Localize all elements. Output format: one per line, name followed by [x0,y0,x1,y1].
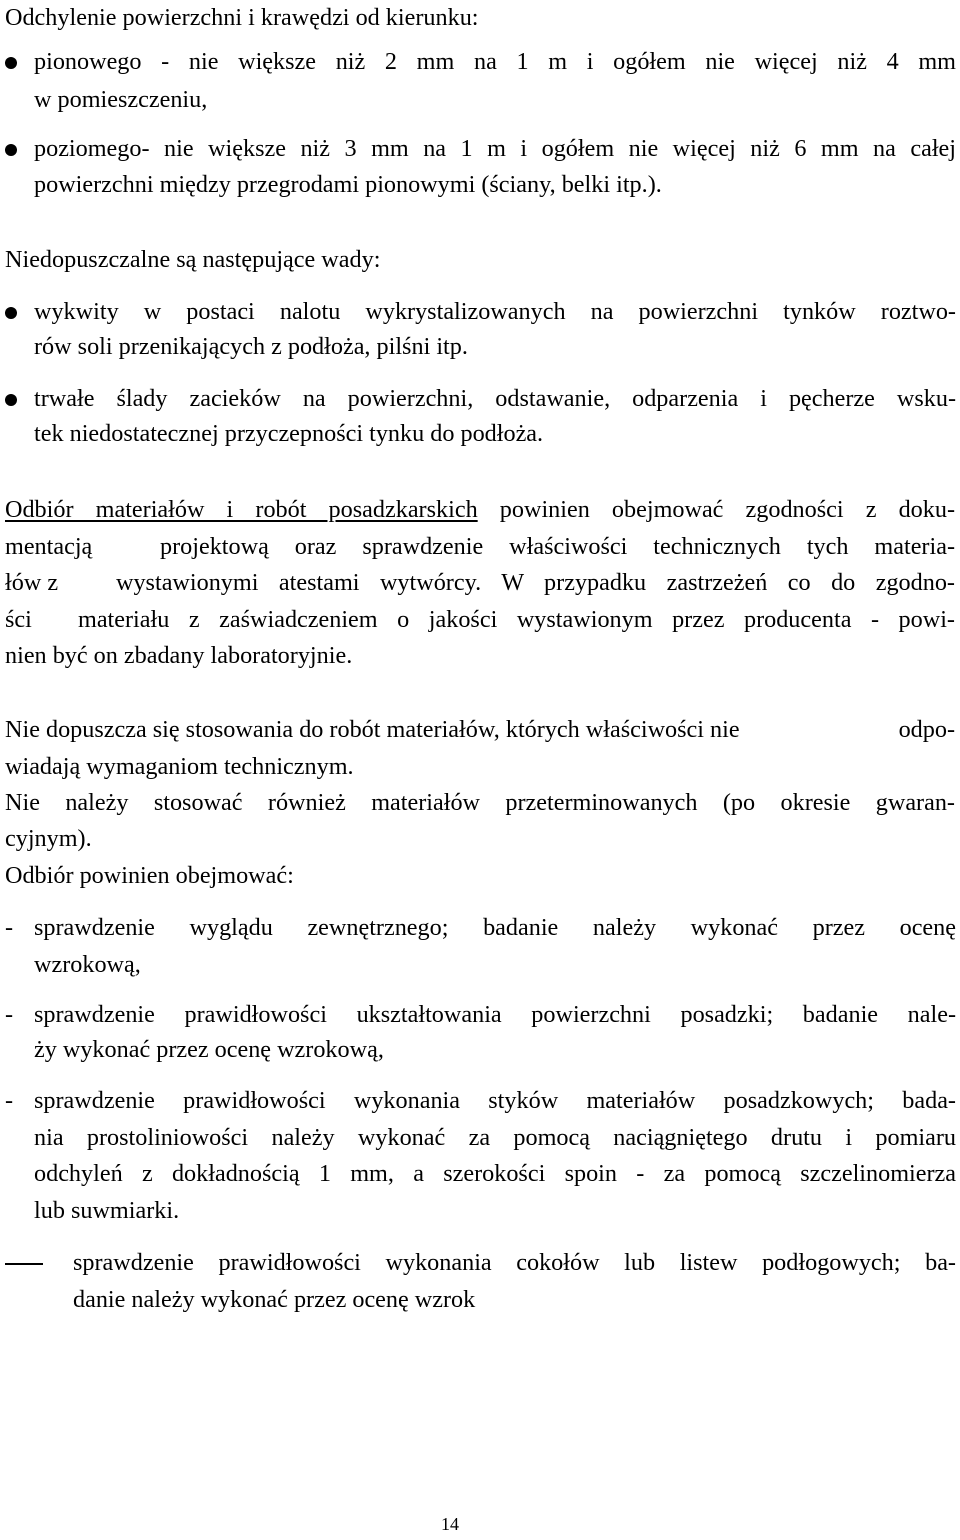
dash-icon [5,1263,43,1265]
underlined-title: Odbiór materiałów i robót posadzkarskich [5,496,478,523]
bullet-icon [5,307,17,319]
list-item-line: pionowego - nie większe niż 2 mm na 1 m i ogółem nie więcej niż 4 mm [34,48,956,75]
list-item-line: sprawdzenie prawidłowości wykonania styków materiałów posadzkowych; bada- [34,1087,956,1114]
paragraph-line [5,492,955,528]
paragraph-text: mentacją [5,533,93,560]
bullet-icon [5,57,17,69]
list-item-line: tek niedostatecznej przyczepności tynku do podłoża. [34,420,544,447]
dash-marker: - [5,1001,14,1028]
bullet-icon [5,144,17,156]
paragraph-text: wystawionymi atestami wytwórcy. W przypadku zastrzeżeń co do zgodno- [116,569,955,596]
paragraph-text: powinien obejmować zgodności z doku- [477,496,955,523]
list-item-line: sprawdzenie prawidłowości ukształtowania powierzchni posadzki; badanie nale- [34,1001,956,1028]
paragraph-text: łów z [5,569,59,596]
list-item-line: trwałe ślady zacieków na powierzchni, odstawanie, odparzenia i pęcherze wsku- [34,385,956,412]
list-item-line: sprawdzenie wyglądu zewnętrznego; badanie należy wykonać przez ocenę [34,914,956,941]
heading-defects: Niedopuszczalne są następujące wady: [5,246,381,273]
paragraph-text: odpo- [898,716,955,743]
list-item-line: rów soli przenikających z podłoża, pilśni itp. [34,333,468,360]
heading-acceptance: Odbiór powinien obejmować: [5,862,294,889]
dash-marker: - [5,914,14,941]
list-item-line: sprawdzenie prawidłowości wykonania cokołów lub listew podłogowych; ba- [73,1249,956,1276]
paragraph-line: Nie należy stosować również materiałów przeterminowanych (po okresie gwaran- [5,789,955,816]
paragraph-text: projektową oraz sprawdzenie właściwości technicznych tych materia- [160,533,955,560]
paragraph-text: ści [5,606,32,633]
bullet-icon [5,394,17,406]
list-item-line: w pomieszczeniu, [34,86,208,113]
list-item-line: danie należy wykonać przez ocenę wzrok [73,1286,476,1313]
paragraph-line: nien być on zbadany laboratoryjnie. [5,642,353,669]
paragraph-line: wiadają wymaganiom technicznym. [5,753,354,780]
list-item-line: ży wykonać przez ocenę wzrokową, [34,1036,384,1063]
list-item-line: wykwity w postaci nalotu wykrystalizowanych na powierzchni tynków roztwo- [34,298,956,325]
list-item-line: poziomego- nie większe niż 3 mm na 1 m i ogółem nie więcej niż 6 mm na całej [34,135,956,162]
heading-deviation: Odchylenie powierzchni i krawędzi od kierunku: [5,4,479,31]
list-item-line: lub suwmiarki. [34,1197,180,1224]
paragraph-line: cyjnym). [5,825,92,852]
list-item-line: wzrokową, [34,951,141,978]
list-item-line: odchyleń z dokładnością 1 mm, a szerokości spoin - za pomocą szczelinomierza [34,1160,956,1187]
paragraph-text: materiału z zaświadczeniem o jakości wystawionym przez producenta - powi- [78,606,955,633]
dash-marker: - [5,1087,14,1114]
list-item-line: powierzchni między przegrodami pionowymi (ściany, belki itp.). [34,171,662,198]
acceptance-paragraph [5,492,955,528]
page-number: 14 [441,1514,459,1534]
list-item-line: nia prostoliniowości należy wykonać za pomocą naciągniętego drutu i pomiaru [34,1124,956,1151]
paragraph-text: Nie dopuszcza się stosowania do robót materiałów, których właściwości nie [5,716,740,743]
